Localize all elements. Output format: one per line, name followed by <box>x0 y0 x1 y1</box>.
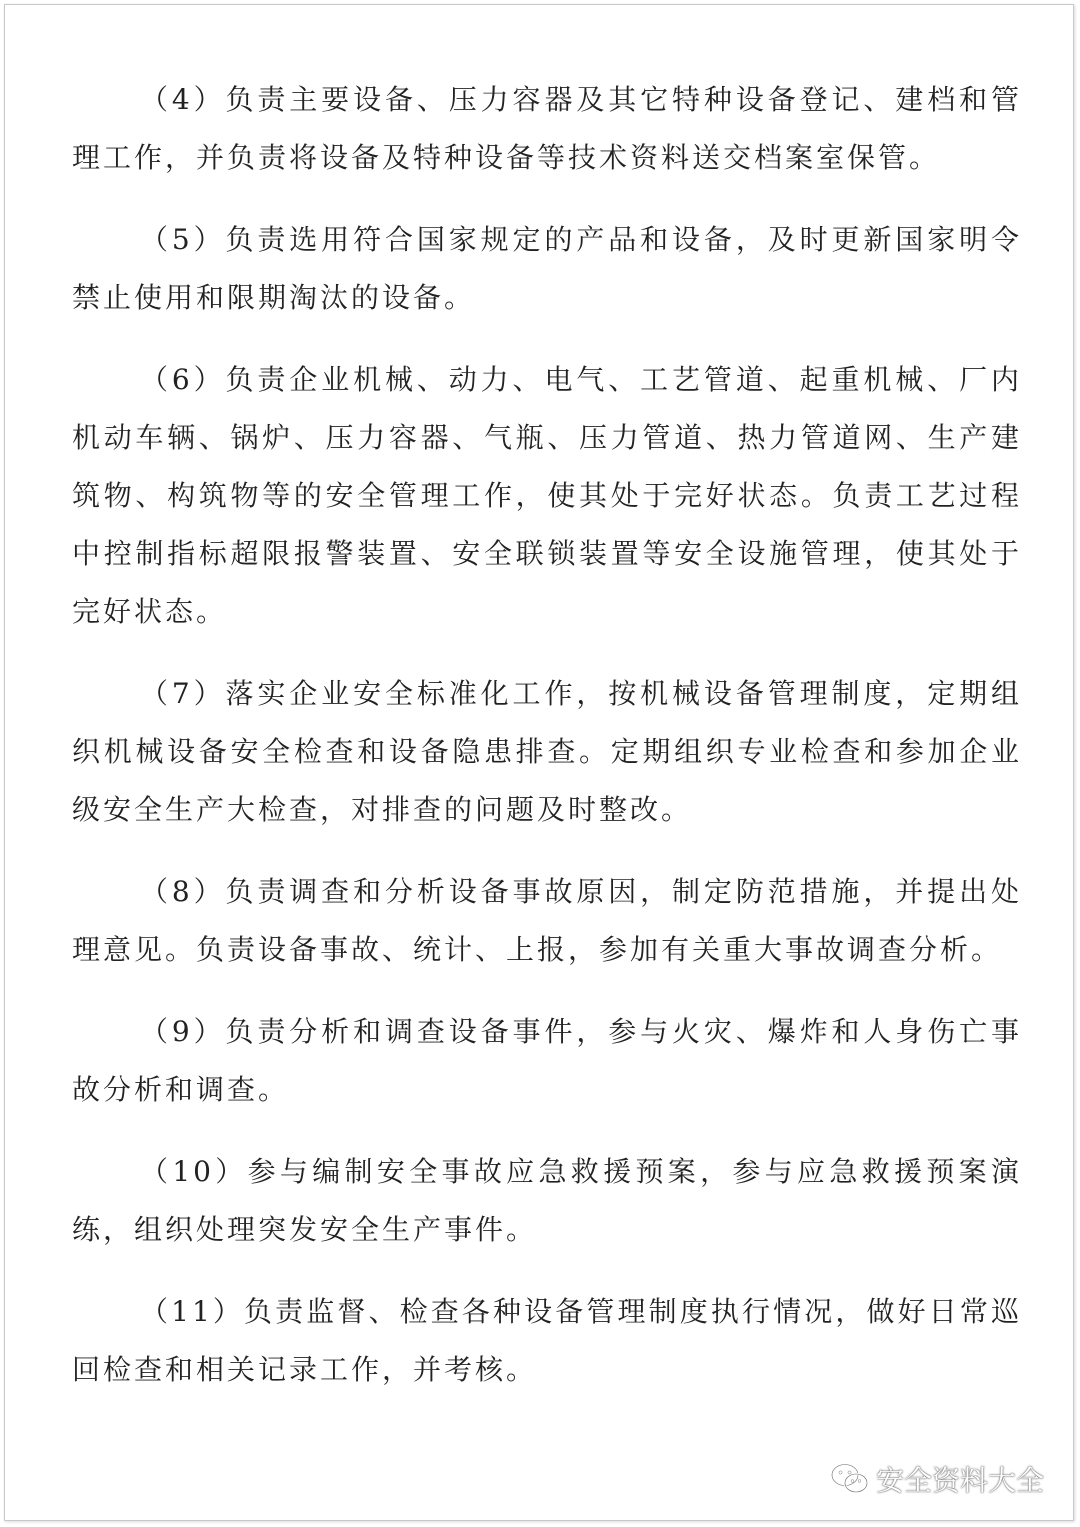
paragraph-10: （10）参与编制安全事故应急救援预案，参与应急救援预案演练，组织处理突发安全生产事件。 <box>72 1155 1022 1246</box>
paragraph-11: （11）负责监督、检查各种设备管理制度执行情况，做好日常巡回检查和相关记录工作，并考核。 <box>72 1295 1022 1386</box>
watermark-text: 安全资料大全 <box>875 1464 1044 1497</box>
watermark <box>830 1459 1044 1499</box>
document-body <box>72 71 1022 1423</box>
paragraph-5: （5）负责选用符合国家规定的产品和设备，及时更新国家明令禁止使用和限期淘汰的设备。 <box>72 223 1022 314</box>
paragraph-7: （7）落实企业安全标准化工作，按机械设备管理制度，定期组织机械设备安全检查和设备隐患排查。定期组织专业检查和参加企业级安全生产大检查，对排查的问题及时整改。 <box>72 677 1022 826</box>
paragraph-9: （9）负责分析和调查设备事件，参与火灾、爆炸和人身伤亡事故分析和调查。 <box>72 1015 1022 1106</box>
document-page <box>4 4 1074 1521</box>
paragraph-6: （6）负责企业机械、动力、电气、工艺管道、起重机械、厂内机动车辆、锅炉、压力容器、气瓶、压力管道、热力管道网、生产建筑物、构筑物等的安全管理工作，使其处于完好状态。负责工艺过程中控制指标超限报警装置、安全联锁装置等安全设施管理，使其处于完好状态。 <box>72 363 1022 628</box>
wechat-icon <box>830 1462 870 1496</box>
paragraph-8: （8）负责调查和分析设备事故原因，制定防范措施，并提出处理意见。负责设备事故、统计、上报，参加有关重大事故调查分析。 <box>72 875 1022 966</box>
paragraph-4: （4）负责主要设备、压力容器及其它特种设备登记、建档和管理工作，并负责将设备及特种设备等技术资料送交档案室保管。 <box>72 83 1022 174</box>
